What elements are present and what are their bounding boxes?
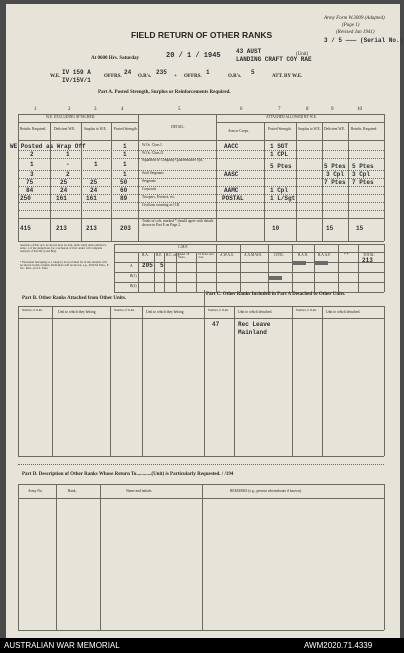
row5-att-reinfts: 3 Cpl (352, 171, 371, 178)
col-number-10: 10 (357, 107, 362, 112)
part-c-number-value: 47 (212, 321, 220, 328)
we-reference-2: IV/15V/1 (62, 77, 91, 84)
form-ref-line2: (Page 1) (342, 23, 360, 28)
col-head-posted-left: Posted Strength. (114, 127, 138, 131)
row7-reinfts: 250 (20, 195, 31, 202)
col-head-arm: Arm or Corps. (228, 129, 249, 133)
row6-surplus: 24 (90, 187, 98, 194)
detail-row-6: Corporals (142, 187, 157, 191)
unit-label: (Unit) (296, 52, 309, 57)
total-att-reinfts: 15 (356, 225, 364, 232)
col-head-detail: DETAIL. (171, 125, 185, 129)
analysis-ra-value: 205 (142, 262, 153, 269)
row1-posted-note: WE Posted as Wrap Off (10, 143, 86, 150)
row6-att-deficient: 7 Ptes (324, 179, 346, 186)
col-number-5: 5 (178, 107, 181, 112)
row5-surplus: 25 (90, 179, 98, 186)
row4-reinfts: 3 (30, 171, 34, 178)
analysis-head-other: * * (344, 253, 349, 257)
footer-accession-number: AWM2020.71.4339 (304, 641, 373, 650)
row3-posted: 1 (123, 161, 127, 168)
page-title: FIELD RETURN OF OTHER RANKS (131, 30, 273, 40)
detail-row-1: W.Os. Class I. (142, 143, 163, 147)
detail-row-9: Totals of cols. marked * should agree with details shown in Part E on Page 2. (142, 219, 214, 227)
detail-row-7: Troopers, Privates, etc. (142, 195, 176, 199)
row2-reinfts: 2 (30, 151, 34, 158)
part-c-col-unit-2: Unit to which detached. (326, 310, 361, 314)
row3-surplus: 1 (94, 161, 98, 168)
row5-att-deficient: 3 Cpl (326, 171, 345, 178)
col-number-7: 7 (278, 107, 281, 112)
total-reinfts: 415 (20, 225, 31, 232)
part-c-col-num-2: Number of O.Rs. (296, 308, 317, 312)
col-number-9: 9 (331, 107, 334, 112)
analysis-head-ran: R.A.N. (298, 253, 309, 257)
at-time-label: At 0600 Hrs. Saturday (91, 56, 140, 61)
redaction-mark-1 (268, 276, 282, 280)
col-head-surplus-left: Surplus to W.E. (84, 127, 107, 131)
part-c-col-unit-1: Unit to which detached. (238, 310, 273, 314)
row2-att-posted: 1 CPL (270, 151, 289, 158)
analysis-head-ra: R.A. (142, 253, 149, 257)
ors-value: 235 (156, 69, 167, 76)
plus-sign: + (174, 74, 177, 79)
cmf-label: C.M.F. (178, 245, 188, 249)
part-d-col-rank: Rank. (68, 489, 77, 493)
col-number-1: 1 (34, 107, 37, 112)
part-d-col-army-no: Army No. (28, 489, 43, 493)
form-sheet (6, 4, 404, 638)
row1-att-posted: 1 SGT (270, 143, 289, 150)
col-head-deficient-left: Deficient W.E. (54, 127, 76, 131)
col-number-4: 4 (121, 107, 124, 112)
row4-att-reinfts: 5 Ptes (352, 163, 374, 170)
unit-name-line1: 43 AUST (236, 48, 262, 55)
form-ref-line1: Army Form W.3009 (Adapted) (324, 16, 385, 21)
analysis-total-value: 213 (362, 257, 373, 264)
row5-deficient: 25 (60, 179, 68, 186)
personnel-note: * Personnel belonging to a category not provided for in the analysis will be shown in this column. Particulars will be shown, e.g., 20 R.M. Pnrs., 8 S.L. Pnrs., in S.L. Pnrs. (20, 260, 109, 271)
analysis-head-re: R.E. (156, 253, 163, 257)
row3-deficient: - (66, 161, 70, 168)
part-b-col-num-1: Number of O.Rs. (22, 308, 43, 312)
row1-posted-strength: 1 (123, 143, 127, 150)
row6-att-reinfts: 7 Ptes (352, 179, 374, 186)
row4-att-deficient: 5 Ptes (324, 163, 346, 170)
row4-posted: 1 (123, 171, 127, 178)
row7-surplus: 161 (86, 195, 97, 202)
part-d-col-name: Name and initials. (126, 489, 153, 493)
row5-posted: 50 (120, 179, 128, 186)
redaction-mark-3 (314, 261, 328, 265)
col-head-deficient-right: Deficient W.E. (324, 127, 346, 131)
detail-row-3: Squadron or Company Quartermaster Sjts. (142, 158, 204, 162)
analysis-head-civil: CIVIL (274, 253, 284, 257)
analysis-note: Analysis of Part A to be shown here by ALL units. Only units entitled to arms, 1 of the deductions for conclusion of first return will complete analysis of Part B(1) and B(2). (20, 243, 107, 254)
analysis-head-awas: A.W.A.S. (220, 253, 234, 257)
row6-arm: AAMC (224, 187, 239, 194)
redaction-mark-2 (292, 261, 306, 265)
form-ref-line3: (Revised Jan 1941) (336, 30, 375, 35)
analysis-row-b1-label: B(1) (130, 274, 137, 278)
ors-label: O.R's. (138, 74, 152, 79)
we-reference-1: IV 159 A (62, 69, 91, 76)
ors2-label: O.R's. (228, 74, 242, 79)
row7-arm: POSTAL (222, 195, 244, 202)
group-right-heading: ATTACHED ALLOWED BY W.E. (266, 115, 317, 119)
row2-deficient: 1 (66, 151, 70, 158)
row2-posted: 1 (123, 151, 127, 158)
col-head-reinfts-left: Reinfts. Required. (20, 127, 47, 131)
unit-name-line2: LANDING CRAFT COY RAE (236, 56, 312, 63)
part-c-col-num-1: Number of O.Rs. (208, 308, 229, 312)
total-posted: 203 (120, 225, 131, 232)
analysis-head-raaf: R.A.A.F. (318, 253, 331, 257)
col-number-8: 8 (306, 107, 309, 112)
row7-att-posted: 1 L/Sgt (270, 195, 296, 202)
detail-row-2: W.Os. Class II. (142, 151, 164, 155)
total-att-deficient: 15 (326, 225, 334, 232)
total-surplus: 213 (86, 225, 97, 232)
col-number-3: 3 (94, 107, 97, 112)
col-number-2: 2 (68, 107, 71, 112)
serial-number: 3 / 5 ——— (Serial No.) (324, 37, 404, 44)
col-head-surplus-right: Surplus to W.E. (298, 127, 321, 131)
row4-arm: AASC (224, 171, 239, 178)
offrs-value: 24 (124, 69, 132, 76)
offrs2-label: OFFRS. (184, 74, 202, 79)
total-att-posted: 10 (272, 225, 280, 232)
row5-reinfts: 75 (26, 179, 34, 186)
archive-footer (0, 638, 404, 653)
detail-row-4: Staff Sergeants (142, 171, 164, 175)
offrs2-value: 1 (206, 69, 210, 76)
analysis-head-under-18: Under 18 Years. (178, 252, 190, 260)
part-b-col-num-2: Number of O.Rs. (114, 308, 135, 312)
row6-posted: 60 (120, 187, 128, 194)
row7-posted: 89 (120, 195, 128, 202)
att-by-we-label: ATT. BY W.E. (272, 74, 303, 79)
analysis-row-a-label: A (130, 264, 133, 268)
total-deficient: 213 (56, 225, 67, 232)
detail-row-5: Sergeants (142, 179, 156, 183)
row7-deficient: 161 (56, 195, 67, 202)
analysis-row-b2-label: B(2) (130, 284, 137, 288)
part-c-unit-value-1: Rec Leave (238, 321, 271, 328)
analysis-head-19-over: 19 Years and over. (198, 252, 214, 260)
col-head-reinfts-right: Reinfts. Required. (351, 127, 378, 131)
analysis-head-rcs: R.C. of S. (166, 253, 181, 257)
part-d-col-remarks: REMARKS (e.g., present whereabouts if known). (230, 489, 302, 493)
part-b-col-unit-2: Unit to which they belong (146, 310, 184, 314)
row4-deficient: 2 (66, 171, 70, 178)
we-label: W.E. (50, 74, 61, 79)
col-head-posted-right: Posted Strength. (268, 127, 292, 131)
part-d-heading: Part D. Description of Other Ranks Whose Return To............(Unit) is Particularly Requested. / /194 (22, 472, 234, 477)
part-c-unit-value-2: Mainland (238, 329, 267, 336)
col-number-6: 6 (240, 107, 243, 112)
part-b-heading: Part B. Other Ranks Attached from Other Units. (22, 296, 127, 301)
ors2-value: 5 (251, 69, 255, 76)
part-a-heading: Part A. Posted Strength, Surplus or Reinforcements Required. (98, 90, 231, 95)
row6-deficient: 24 (60, 187, 68, 194)
footer-institution: AUSTRALIAN WAR MEMORIAL (4, 641, 120, 650)
row3-reinfts: 1 (30, 161, 34, 168)
detail-row-8: Civilians counting as O.R. (142, 203, 181, 207)
analysis-head-aamws: A.A.M.W.S. (244, 253, 262, 257)
group-left-heading: W.E. EXCLUDING ATTACHED. (46, 115, 96, 119)
row6-att-posted: 1 Cpl (270, 187, 289, 194)
part-b-col-unit-1: Unit to which they belong (58, 310, 96, 314)
row1-arm: AACC (224, 143, 239, 150)
part-c-heading: Part C. Other Ranks Included in Part A Detached to Other Units. (206, 292, 346, 297)
analysis-head-total: TOTAL (363, 253, 375, 257)
offrs-label: OFFRS. (104, 74, 122, 79)
row4-att-posted: 5 Ptes (270, 163, 292, 170)
row6-reinfts: 84 (26, 187, 34, 194)
analysis-re-value: 5 (160, 262, 164, 269)
return-date: 20 / 1 / 1945 (166, 52, 221, 60)
